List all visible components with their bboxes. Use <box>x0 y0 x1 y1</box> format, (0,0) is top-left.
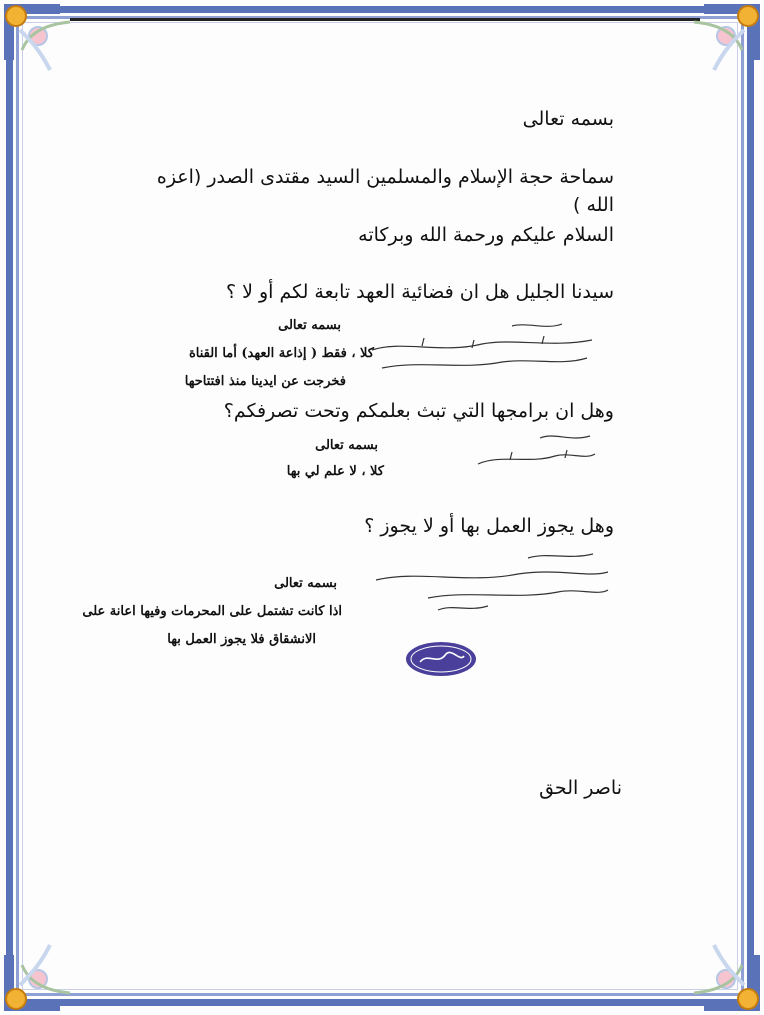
ornate-corner-icon <box>0 925 90 1015</box>
ornate-corner-icon <box>0 0 90 90</box>
letter-question-2: وهل ان برامجها التي تبث بعلمكم وتحت تصرفكم؟ <box>223 400 614 422</box>
top-rule <box>70 18 700 21</box>
answer-3-heading: بسمه تعالى <box>274 576 337 591</box>
letter-question-1: سيدنا الجليل هل ان فضائية العهد تابعة لكم أو لا ؟ <box>225 281 614 303</box>
answer-1-heading: بسمه تعالى <box>278 318 341 333</box>
answer-3-line-2: الانشقاق فلا يجوز العمل بها <box>167 632 316 647</box>
letter-addressee-line2: الله ) <box>573 194 614 216</box>
answer-2-heading: بسمه تعالى <box>315 438 378 453</box>
letter-addressee-line1: سماحة حجة الإسلام والمسلمين السيد مقتدى الصدر (اعزه <box>156 166 614 188</box>
answer-1-line-1: كلا ، فقط ( إذاعة العهد) أما القناة <box>188 346 374 361</box>
handwritten-answer-icon <box>368 550 613 615</box>
answer-3-line-1: اذا كانت تشتمل على المحرمات وفيها اعانة على <box>82 604 342 619</box>
answer-1-line-2: فخرجت عن ايدينا منذ افتتاحها <box>184 374 346 389</box>
letter-question-3: وهل يجوز العمل بها أو لا يجوز ؟ <box>364 515 614 537</box>
answer-2-line-1: كلا ، لا علم لي بها <box>286 464 384 479</box>
ornate-corner-icon <box>674 0 764 90</box>
handwritten-answer-icon <box>470 430 600 472</box>
letter-signature: ناصر الحق <box>539 777 622 799</box>
letter-basmala: بسمه تعالى <box>522 108 614 130</box>
seal-stamp-icon <box>404 640 478 678</box>
ornate-corner-icon <box>674 925 764 1015</box>
letter-greeting: السلام عليكم ورحمة الله وبركاته <box>358 224 614 246</box>
handwritten-answer-icon <box>362 318 602 378</box>
